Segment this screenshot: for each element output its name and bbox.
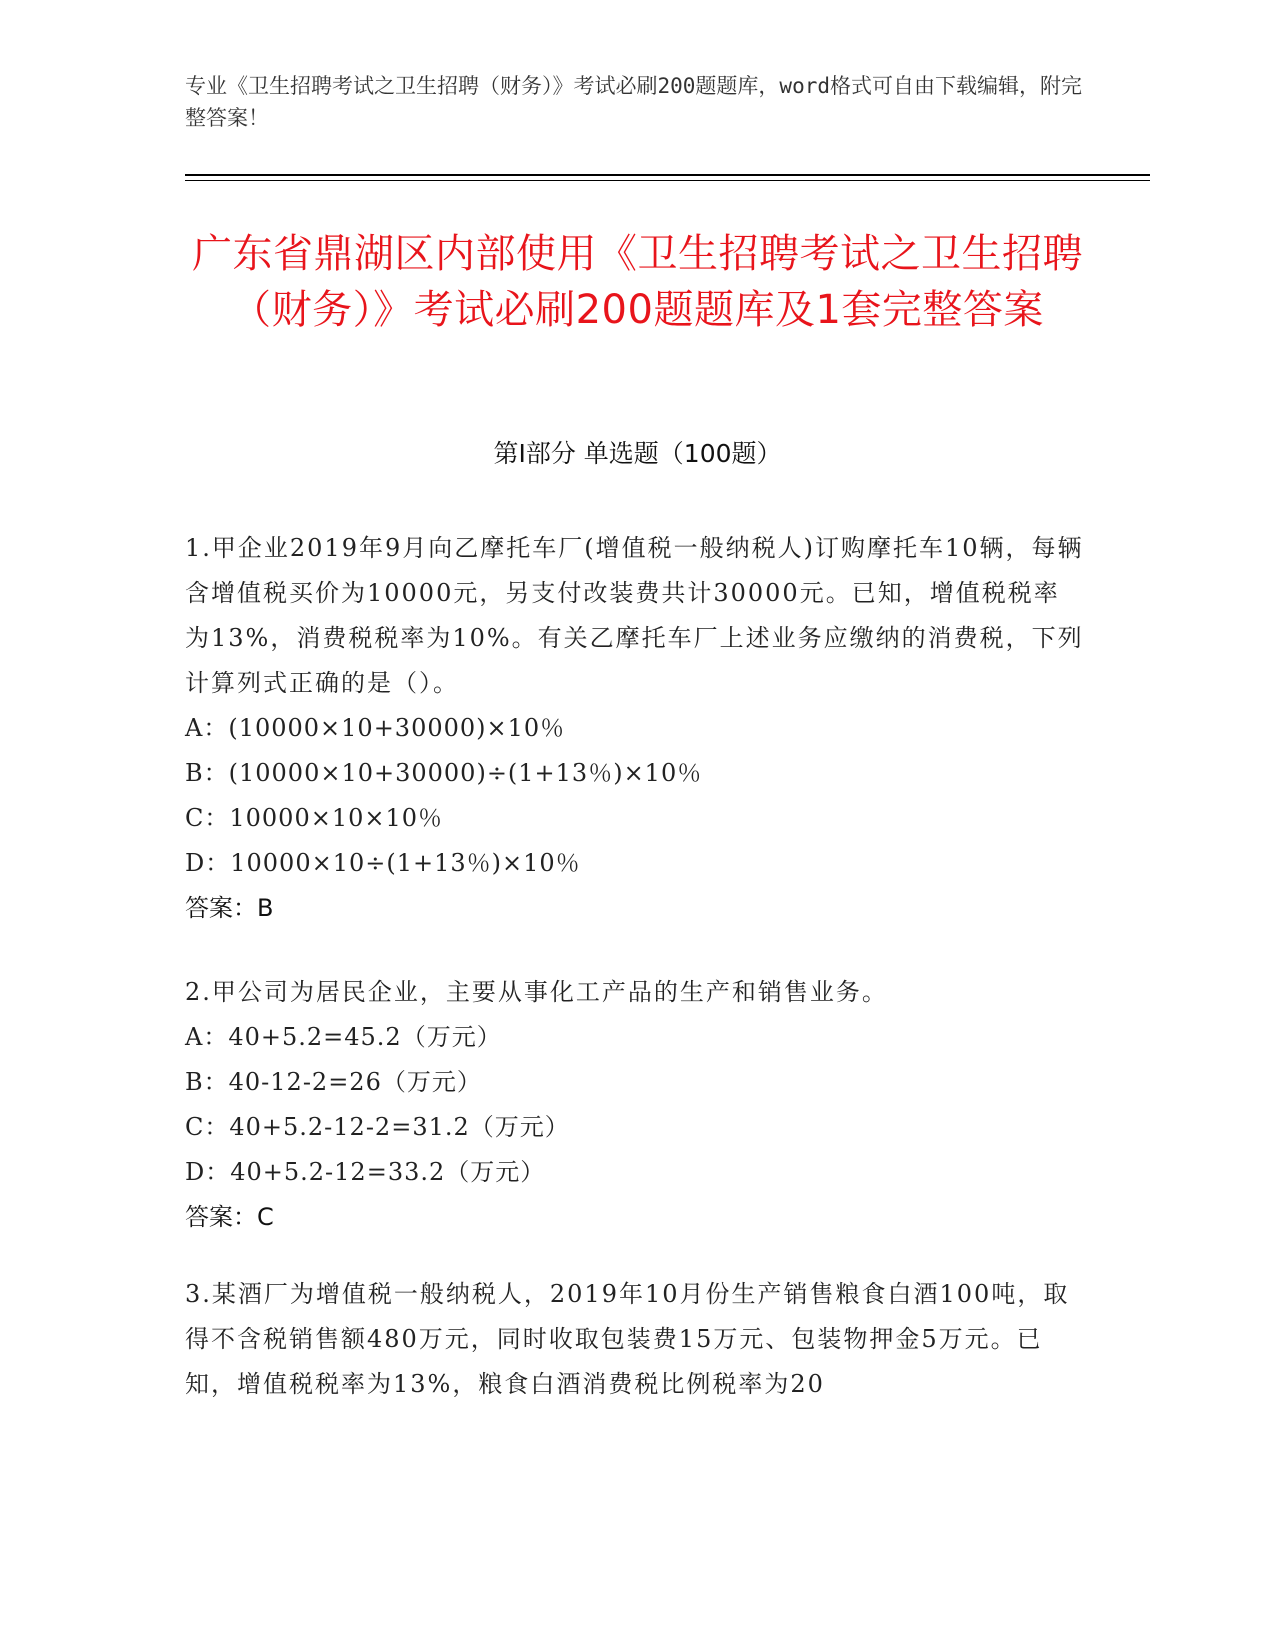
option-d: D：10000×10÷(1+13％)×10％ (185, 849, 581, 877)
option-c: C：10000×10×10％ (185, 804, 444, 832)
option-d: D：40+5.2-12=33.2（万元） (185, 1158, 546, 1186)
answer-label: 答案：B (185, 894, 274, 922)
header-note: 专业《卫生招聘考试之卫生招聘（财务）》考试必刷200题题库，word格式可自由下载编辑，附完整答案！ (185, 74, 1082, 130)
question-stem: 2.甲公司为居民企业，主要从事化工产品的生产和销售业务。 (185, 978, 888, 1006)
question-3 (185, 1272, 1085, 1407)
question-stem: 1.甲企业2019年9月向乙摩托车厂(增值税一般纳税人)订购摩托车10辆，每辆含增值税买价为10000元，另支付改装费共计30000元。已知，增值税税率为13%，消费税税率为10%。有关乙摩托车厂上述业务应缴纳的消费税，下列计算列式正确的是（）。 (185, 534, 1084, 697)
document-title: 广东省鼎湖区内部使用《卫生招聘考试之卫生招聘（财务）》考试必刷200题题库及1套完整答案 (192, 231, 1083, 333)
option-c: C：40+5.2-12-2=31.2（万元） (185, 1113, 570, 1141)
question-2 (185, 970, 1085, 1240)
header-divider-thick (185, 174, 1150, 176)
option-b: B：(10000×10+30000)÷(1+13％)×10％ (185, 759, 703, 787)
section-title: 第Ⅰ部分 单选题（100题） (493, 439, 782, 468)
question-stem: 3.某酒厂为增值税一般纳税人，2019年10月份生产销售粮食白酒100吨，取得不含税销售额480万元，同时收取包装费15万元、包装物押金5万元。已知，增值税税率为13%，粮食白酒消费税比例税率为20 (185, 1280, 1070, 1398)
option-b: B：40-12-2=26（万元） (185, 1068, 482, 1096)
question-1 (185, 526, 1085, 931)
option-a: A：40+5.2=45.2（万元） (185, 1023, 502, 1051)
answer-label: 答案：C (185, 1203, 274, 1231)
header-divider-thin (185, 180, 1150, 181)
option-a: A：(10000×10+30000)×10％ (185, 714, 566, 742)
